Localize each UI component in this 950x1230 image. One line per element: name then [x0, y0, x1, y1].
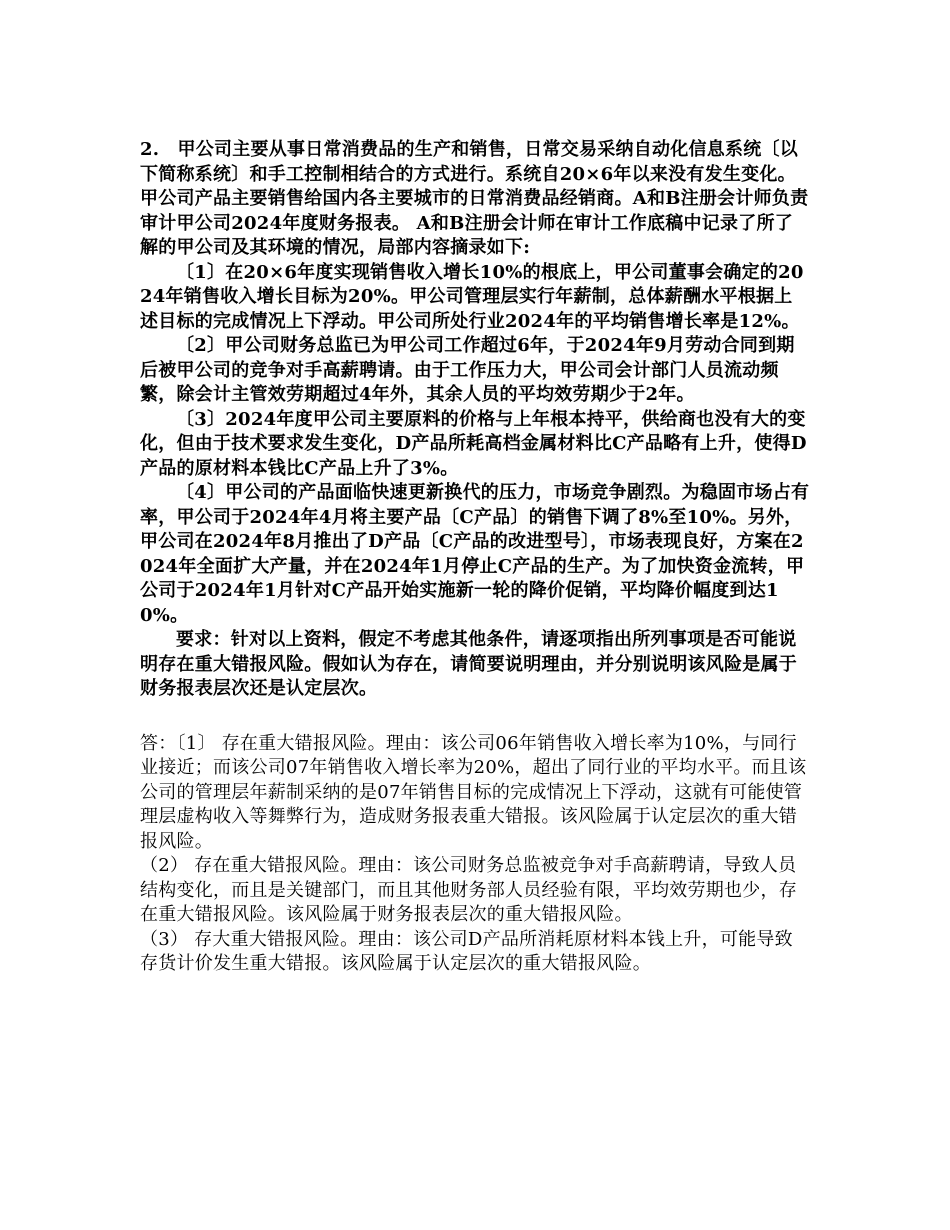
answer-item-3: （3） 存大重大错报风险。理由：该公司D产品所消耗原材料本钱上升，可能导致存货计价发生重大错报。该风险属于认定层次的重大错报风险。: [140, 928, 793, 974]
question-item-3: 〔3〕2024年度甲公司主要原料的价格与上年根本持平，供给商也没有大的变化，但由于技术要求发生变化，D产品所耗高档金属材料比C产品略有上升，使得D产品的原材料本钱比C产品上升了3%。: [140, 408, 807, 479]
question-item-1: 〔1〕在20×6年度实现销售收入增长10%的根底上，甲公司董事会确定的2024年销售收入增长目标为20%。甲公司管理层实行年薪制，总体薪酬水平根据上述目标的完成情况上下浮动。甲公司所处行业2024年的平均销售增长率是12%。: [140, 261, 804, 332]
answer-item-2: （2） 存在重大错报风险。理由：该公司财务总监被竞争对手高薪聘请，导致人员结构变化，而且是关键部门，而且其他财务部人员经验有限，平均效劳期也少，存在重大错报风险。该风险属于财务报表层次的重大错报风险。: [140, 855, 797, 925]
question-section: [140, 138, 810, 702]
question-requirement: 要求：针对以上资料，假定不考虑其他条件，请逐项指出所列事项是否可能说明存在重大错报风险。假如认为存在，请简要说明理由，并分别说明该风险是属于财务报表层次还是认定层次。: [140, 629, 797, 699]
answer-item-1: 答：〔1〕 存在重大错报风险。理由：该公司06年销售收入增长率为10%，与同行业接近；而该公司07年销售收入增长率为20%，超出了同行业的平均水平。而且该公司的管理层年薪制采纳的是07年销售目标的完成情况上下浮动，这就有可能使管理层虚构收入等舞弊行为，造成财务报表重大错报。该风险属于认定层次的重大错报风险。: [140, 732, 807, 852]
question-item-4: 〔4〕甲公司的产品面临快速更新换代的压力，市场竞争剧烈。为稳固市场占有率，甲公司于2024年4月将主要产品〔C产品〕的销售下调了8%至10%。另外，甲公司在2024年8月推出了D产品〔C产品的改进型号〕，市场表现良好，方案在2024年全面扩大产量，并在2024年1月停止C产品的生产。为了加快资金流转，甲公司于2024年1月针对C产品开始实施新一轮的降价促销，平均降价幅度到达10%。: [140, 482, 810, 626]
answer-section: [140, 732, 810, 977]
question-item-2: 〔2〕甲公司财务总监已为甲公司工作超过6年，于2024年9月劳动合同到期后被甲公司的竞争对手高薪聘请。由于工作压力大，甲公司会计部门人员流动频繁，除会计主管效劳期超过4年外，其余人员的平均效劳期少于2年。: [140, 335, 795, 405]
question-intro: 2. 甲公司主要从事日常消费品的生产和销售，日常交易采纳自动化信息系统〔以下简称系统〕和手工控制相结合的方式进行。系统自20×6年以来没有发生变化。甲公司产品主要销售给国内各主要城市的日常消费品经销商。A和B注册会计师负责审计甲公司2024年度财务报表。 A和B注册会计师在审计工作底稿中记录了所了解的甲公司及其环境的情况，局部内容摘录如下:: [140, 139, 809, 258]
